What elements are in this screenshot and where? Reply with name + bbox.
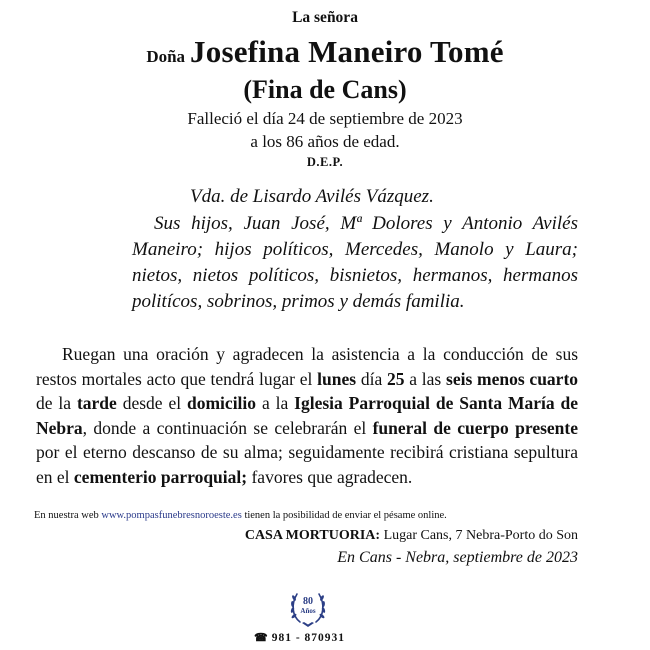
funeral-home-logo: [288, 586, 328, 630]
nickname: (Fina de Cans): [243, 75, 407, 104]
body-bold: Iglesia Parroquial de Santa María de Nebra: [36, 393, 579, 438]
body-text: a las: [409, 368, 442, 389]
age-line: a los 86 años de edad.: [250, 132, 400, 151]
body-bold: funeral de cuerpo presente: [372, 417, 579, 438]
deceased-name: Josefina Maneiro Tomé: [190, 34, 504, 69]
body-text: a la: [261, 393, 289, 413]
place-date: En Cans - Nebra, septiembre de 2023: [337, 549, 578, 566]
body-text: Ruegan una oración y agradecen la asistencia a la conducción de sus restos mortales acto que tendrá lugar el: [36, 344, 578, 389]
widow-line: Vda. de Lisardo Avilés Vázquez.: [190, 186, 434, 207]
relatives-text: Sus hijos, Juan José, Mª Dolores y Antonio Avilés Maneiro; hijos políticos, Mercedes, Manolo y Laura; nietos, nietos políticos, bisnietos, hermanos, hermanos politícos, sobrinos, primos y demás familia.: [132, 213, 578, 312]
body-text: día: [360, 368, 383, 389]
body-text: favores que agradecen.: [251, 466, 413, 487]
ceremony-paragraph: [36, 342, 578, 489]
honorific: Doña: [146, 47, 186, 66]
casa-label: CASA MORTUORIA:: [244, 528, 381, 543]
dep-mark: D.E.P.: [306, 155, 344, 169]
phone-icon: ☎: [254, 632, 269, 644]
body-text: desde el: [122, 393, 182, 413]
body-bold: 25: [387, 368, 405, 389]
body-text: por el eterno descanso de su alma; seguidamente recibirá cristiana sepultura en el: [36, 442, 578, 487]
body-text: de la: [36, 393, 72, 413]
phone-line: [254, 631, 345, 644]
website-link[interactable]: www.pompasfunebresnoroeste.es: [101, 510, 242, 521]
body-bold: lunes: [317, 368, 357, 389]
casa-address: Lugar Cans, 7 Nebra-Porto do Son: [383, 528, 578, 543]
web-notice: [34, 510, 447, 521]
deceased-name-line: [0, 34, 650, 70]
title-prefix: La señora: [292, 9, 358, 26]
web-notice-text: En nuestra web: [34, 510, 99, 521]
relatives-paragraph: [132, 211, 578, 315]
body-bold: domicilio: [187, 393, 257, 413]
phone-number: 981 - 870931: [271, 632, 346, 644]
death-date-line: Falleció el día 24 de septiembre de 2023: [187, 109, 463, 128]
logo-number: 80: [303, 596, 313, 607]
body-bold: seis menos cuarto: [446, 368, 579, 389]
web-notice-text: tienen la posibilidad de enviar el pésame online.: [244, 510, 447, 521]
body-bold: cementerio parroquial;: [73, 466, 248, 487]
cut-off-address-line: [200, 646, 400, 650]
logo-word: Años: [300, 607, 316, 615]
body-text: , donde a continuación se celebrarán el: [82, 417, 367, 438]
casa-mortuoria: [245, 528, 578, 544]
body-bold: tarde: [76, 393, 117, 413]
